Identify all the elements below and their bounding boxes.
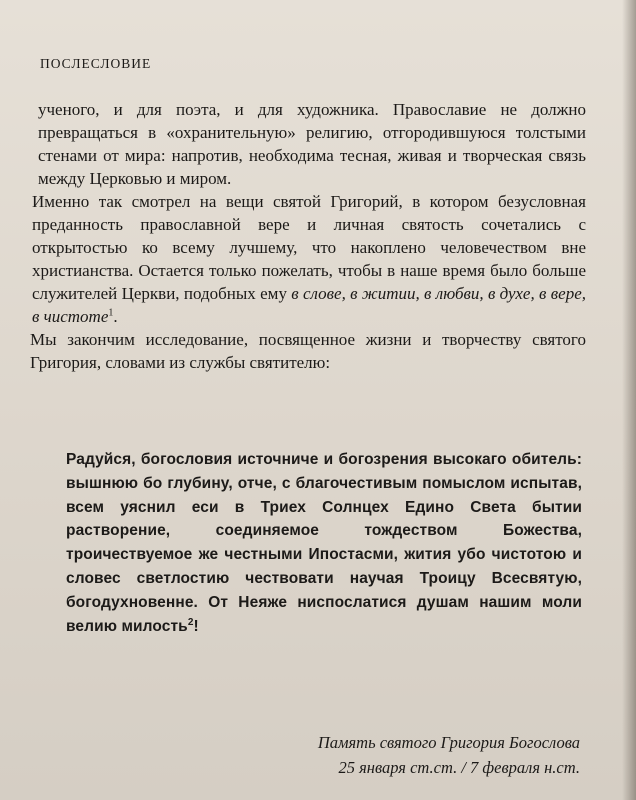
commemoration-signature [318,730,580,780]
liturgical-quote [66,448,582,638]
footnote-2-marker: 2 [187,616,194,628]
paragraph-2-main: Именно так смотрел на вещи святой Григорий, в котором безусловная преданность православной вере и личная святость сочетались с открытостью ко всему лучшему, что накоплено человечеством вне христианства. Остается только пожелать, чтобы в наше время было больше служителей Церкви, подобных ему [32,192,586,303]
paragraph-2-quote: в слове, в житии, в любви, в духе, в вере, в чистоте [32,284,586,326]
paragraph-2-end: . [113,307,118,326]
page-edge-shadow [622,0,636,800]
running-header: ПОСЛЕСЛОВИЕ [40,56,152,71]
signature-line-1: Память святого Григория Богослова [317,733,580,752]
paragraph-3: Мы закончим исследование, посвященное жизни и творчеству святого Григория, словами из службы святителю: [30,330,586,372]
signature-line-2: 25 января ст.ст. / 7 февраля н.ст. [338,758,580,777]
paragraph-2 [32,190,586,328]
footnote-1-marker: 1 [108,307,114,319]
quote-end: ! [193,617,199,635]
paragraph-1: ученого, и для поэта, и для художника. Православие не должно превращаться в «охранительную» религию, отгородившуюся толстыми стенами от мира: напротив, необходима тесная, живая и творческая связь между Церковью и миром. [38,100,586,188]
quote-text: Радуйся, богословия источниче и богозрения высокаго обитель: вышнюю бо глубину, отче, с благочестивым помыслом испытав, всем уяснил еси в Триех Солнцех Едино Света бытии растворение, соединяемое тождеством Божества, троичествуемое же честными Ипостасми, жития убо чистотою и словес светлостию чествовати научая Троицу Всесвятую, богодухновенне. От Неяже ниспослатися душам нашим моли велию милость [66,451,582,635]
body-text [30,98,586,374]
